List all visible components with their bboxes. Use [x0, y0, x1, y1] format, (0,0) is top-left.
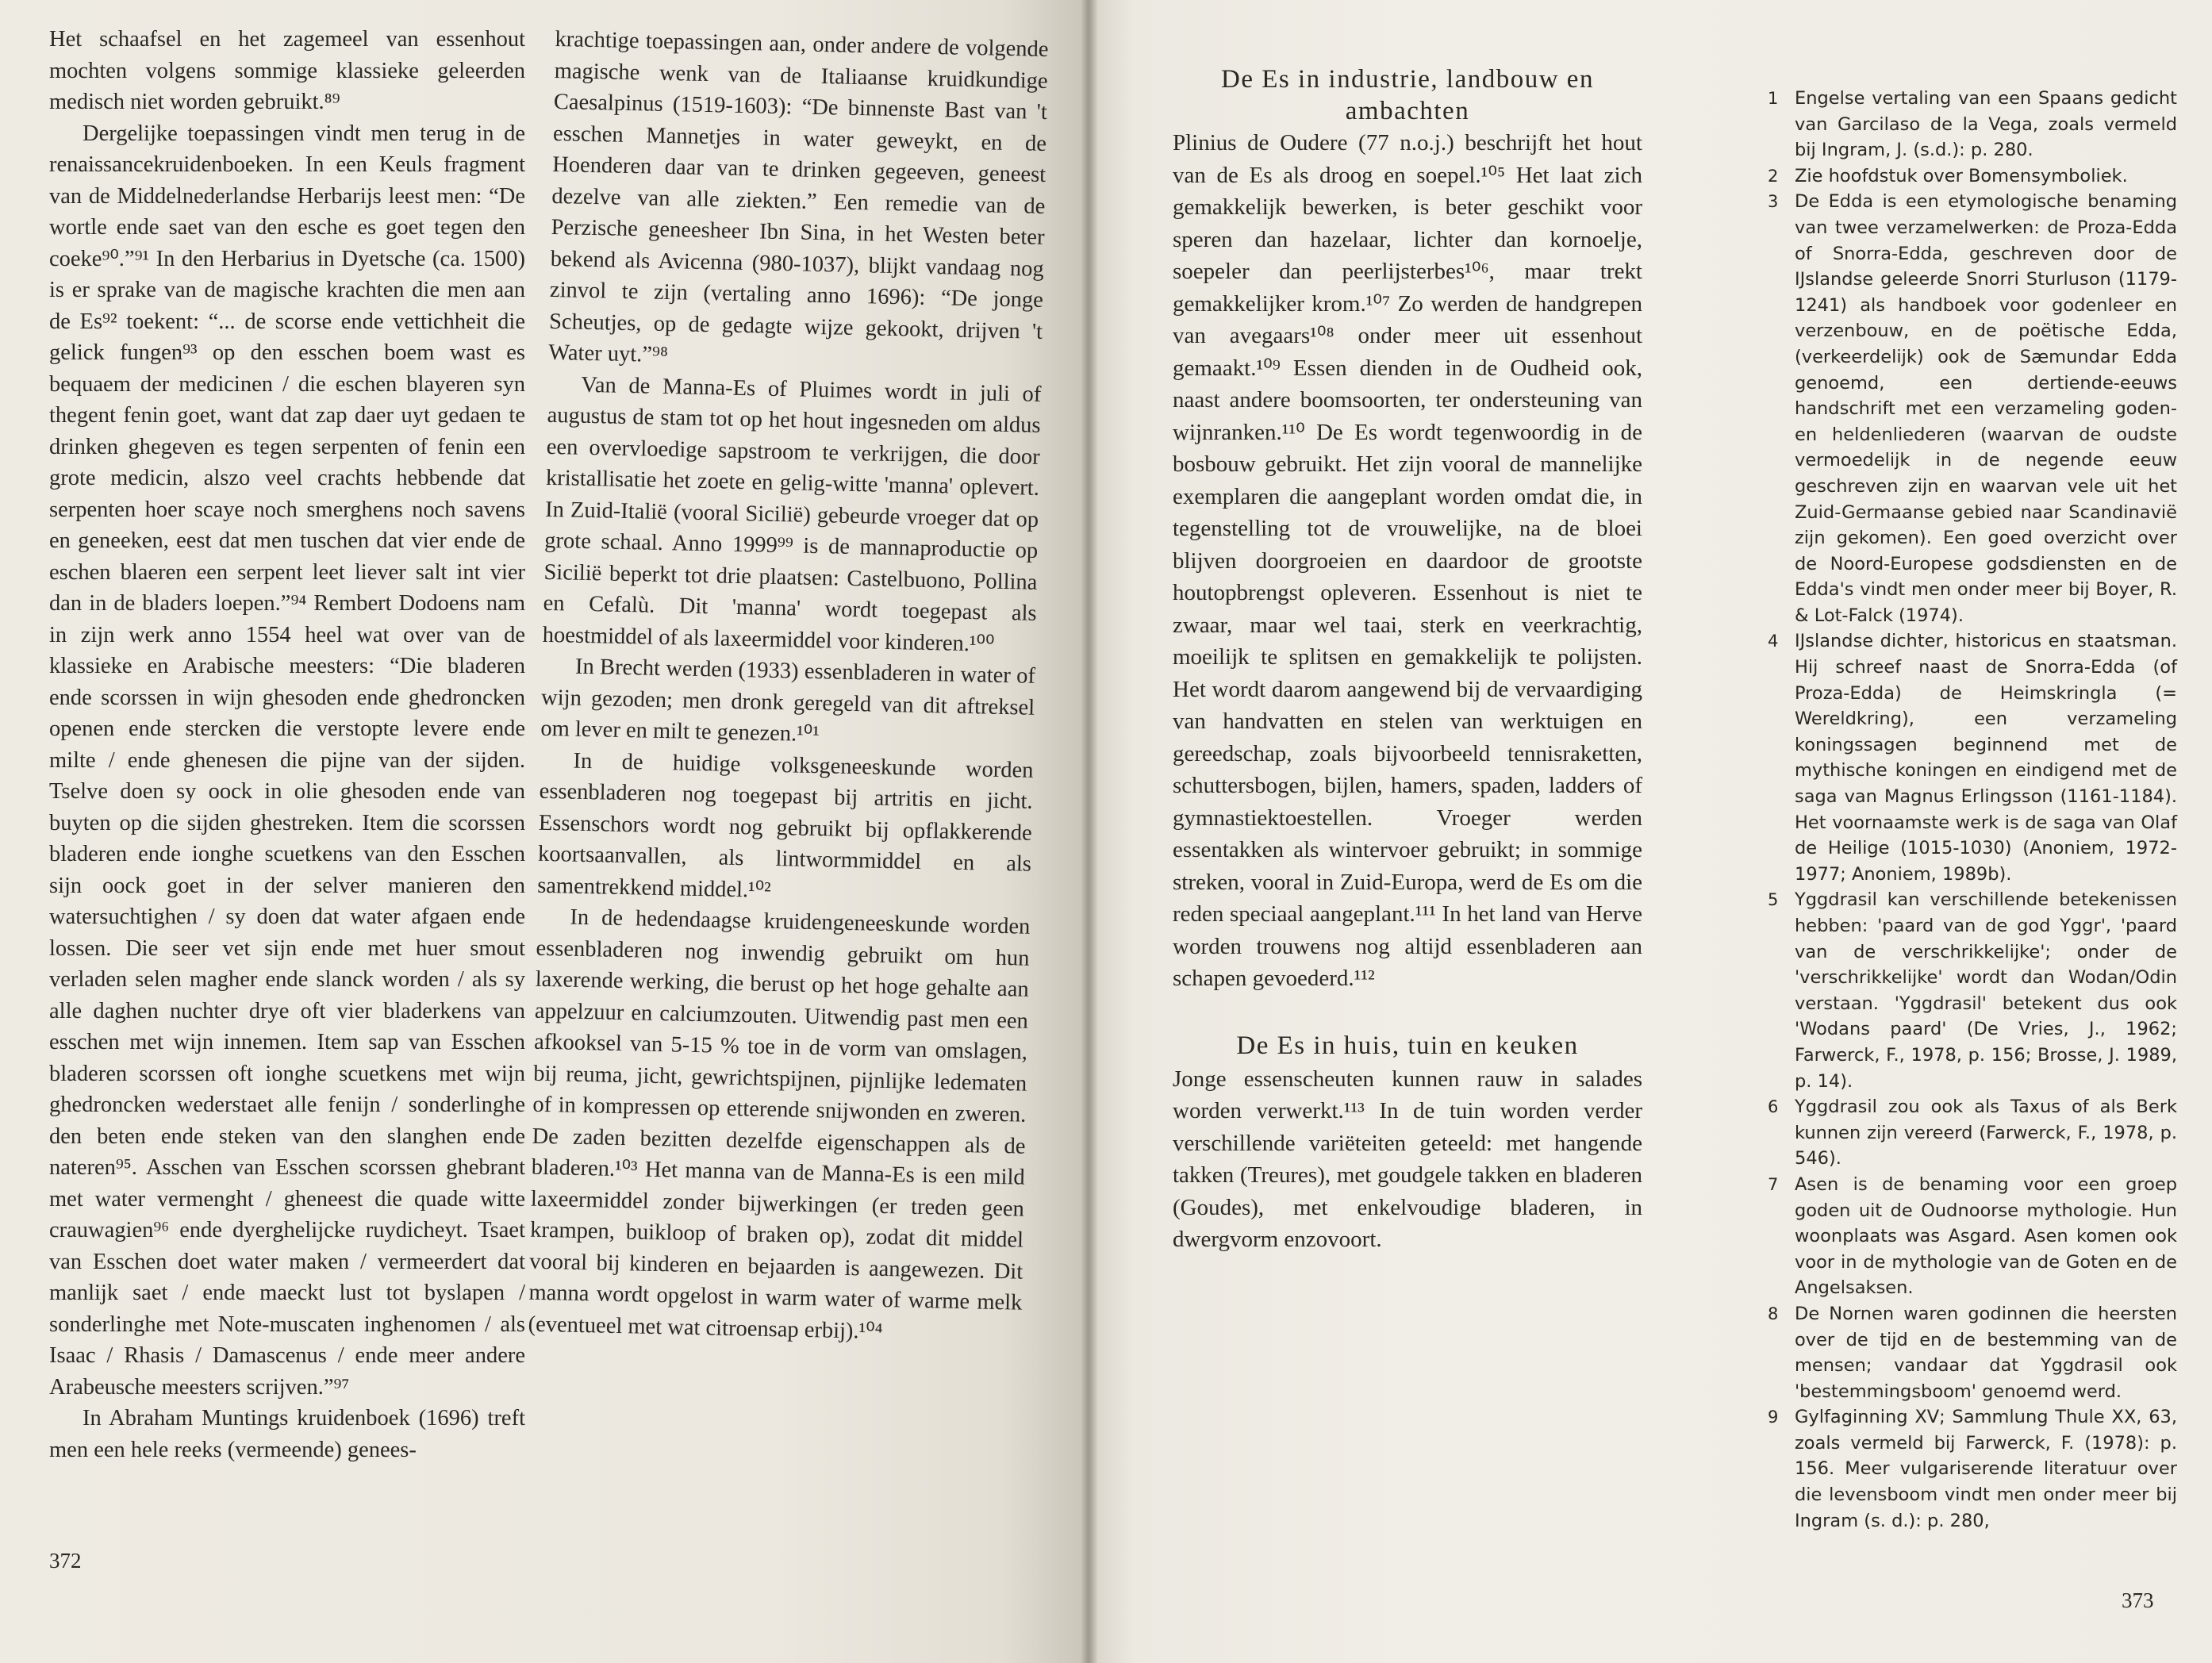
section-heading: De Es in industrie, landbouw en ambachten: [1221, 65, 1594, 125]
footnote-number: 7: [1768, 1174, 1779, 1194]
footnotes-column: [1757, 86, 2177, 1534]
footnote: [1757, 163, 2177, 190]
footnote-text: Yggdrasil kan verschillende betekenissen hebben: 'paard van de god Yggr', 'paard van de verschrikkelijke'; onder de 'verschrikkelijke' wordt dan Wodan/Odin verstaan. 'Yggdrasil' betekent dus ook 'Wodans paard' (De Vries, J., 1962; Farwerck, F., 1978, p. 156; Brosse, J. 1989, p. 14).: [1795, 889, 2177, 1092]
paragraph: Het schaafsel en het zagemeel van essenhout mochten volgens sommige klassieke geleerden medisch niet worden gebruikt.⁸⁹: [49, 27, 525, 114]
paragraph: Van de Manna-Es of Pluimes wordt in juli of augustus de stam tot op het hout ingesneden om aldus een overvloedige sapstroom te verkrijgen, die door kristallisatie het zoete en gelig-witte 'manna' oplevert. In Zuid-Italië (vooral Sicilië) gebeurde vroeger dat op grote schaal. Anno 1999⁹⁹ is de mannaproductie op Sicilië beperkt tot drie plaatsen: Castelbuono, Pollina en Cefalù. Dit 'manna' wordt toegepast als hoestmiddel of als laxeermiddel voor kinderen.¹⁰⁰: [542, 372, 1042, 657]
footnote: [1757, 1094, 2177, 1172]
paragraph: Jonge essenscheuten kunnen rauw in salades worden verwerkt.¹¹³ In de tuin worden verder verschillende variëteiten geteeld: met hangende takken (Treures), met goudgele takken en bladeren (Goudes), met enkelvoudige bladeren, in dwergvorm enzovoort.: [1173, 1066, 1642, 1252]
left-page: [0, 0, 1089, 1663]
footnote: [1757, 1301, 2177, 1404]
footnote-text: De Nornen waren godinnen die heersten over de tijd en de bestemming van de mensen; vandaar dat Yggdrasil ook 'bestemmingsboom' genoemd werd.: [1795, 1303, 2177, 1402]
footnote-text: Zie hoofdstuk over Bomensymboliek.: [1795, 165, 2128, 186]
footnote-number: 9: [1768, 1408, 1779, 1427]
footnote: [1757, 1172, 2177, 1301]
book-gutter: [1081, 0, 1098, 1663]
right-page: [1089, 0, 2212, 1663]
page-number: 373: [2122, 1588, 2154, 1612]
footnote: [1757, 628, 2177, 887]
footnote-text: De Edda is een etymologische benaming van twee verzamelwerken: de Proza-Edda of Snorra-Edda, geschreven door de IJslandse geleerde Snorri Sturluson (1179-1241) als handboek voor godenleer en verzenbouw, en de poëtische Edda, (verkeerdelijk) ook de Sæmundar Edda genoemd, een dertiende-eeuws handschrift met een verzameling goden- en heldenliederen (waarvan de oudste vermoedelijk in de negende eeuw geschreven zijn en waarvan vele uit het Zuid-Germaanse gebied naar Scandinavië zijn gekomen). Een goed overzicht over de Noord-Europese godsdiensten en de Edda's vindt men onder meer bij Boyer, R. & Lot-Falck (1974).: [1795, 191, 2177, 626]
left-page-column-2: [528, 24, 1049, 1350]
section-heading: De Es in huis, tuin en keuken: [1236, 1031, 1579, 1060]
footnote-text: IJslandse dichter, historicus en staatsman. Hij schreef naast de Snorra-Edda (of Proza-Edda) de Heimskringla (= Wereldkring), een verzameling koningssagen beginnend met de mythische koningen en eindigend met de saga van Magnus Erlingsson (1161-1184). Het voornaamste werk is de saga van Olaf de Heilige (1015-1030) (Anoniem, 1972-1977; Anoniem, 1989b).: [1795, 631, 2177, 885]
footnote-number: 4: [1768, 632, 1779, 651]
footnote: [1757, 887, 2177, 1094]
footnote-number: 5: [1768, 890, 1779, 910]
footnote-number: 3: [1768, 192, 1779, 212]
footnote-number: 6: [1768, 1097, 1779, 1117]
paragraph: In Abraham Muntings kruidenboek (1696) treft men een hele reeks (vermeende) genees-: [49, 1406, 525, 1462]
footnote-number: 8: [1768, 1304, 1779, 1323]
paragraph: krachtige toepassingen aan, onder andere de volgende magische wenk van de Italiaanse kruidkundige Caesalpinus (1519-1603): “De binnenste Bast van 't esschen Mannetjes in water geweykt, en de Hoenderen daar van te drinken gegeeven, geneest dezelve van alle ziekten.” Een remedie van de Perzische geneesheer Ibn Sina, in het Westen beter bekend als Avicenna (980-1037), blijkt vandaag nog zinvol te zijn (vertaling anno 1696): “De jonge Scheutjes, op de gedagte wijze gekookt, drijven 't Water uyt.”⁹⁸: [547, 26, 1049, 368]
footnote: [1757, 86, 2177, 163]
footnote-number: 1: [1768, 89, 1779, 108]
paragraph: Plinius de Oudere (77 n.o.j.) beschrijft het hout van de Es als droog en soepel.¹⁰⁵ Het laat zich gemakkelijk bewerken, is beter geschikt voor speren dan hazelaar, lichter dan kornoelje, soepeler dan peerlijsterbes¹⁰⁶, maar trekt gemakkelijker krom.¹⁰⁷ Zo werden de handgrepen van avegaars¹⁰⁸ onder meer uit essenhout gemaakt.¹⁰⁹ Essen dienden in de Oudheid ook, naast andere boomsoorten, ter ondersteuning van wijnranken.¹¹⁰ De Es wordt tegenwoordig in de bosbouw gebruikt. Het zijn vooral de mannelijke exemplaren die aangeplant worden omdat die, in tegenstelling tot de vrouwelijke, na de bloei blijven doorgroeien en daardoor de grootste houtopbrengst opleveren. Essenhout is niet te zwaar, maar wel taai, sterk en veerkrachtig, moeilijk te splitsen en gemakkelijk te polijsten. Het wordt daarom aangewend bij de vervaardiging van handvatten en stelen van werktuigen en gereedschap, zoals bijvoorbeeld tennisraketten, schuttersbogen, bijlen, hamers, spaden, ladders of gymnastiektoestellen. Vroeger werden essentakken als wintervoer gebruikt; in sommige streken, vooral in Zuid-Europa, werd de Es om die reden speciaal aangeplant.¹¹¹ In het land van Herve worden trouwens nog altijd essenbladeren aan schapen gevoederd.¹¹²: [1173, 130, 1642, 991]
paragraph: Dergelijke toepassingen vindt men terug in de renaissancekruidenboeken. In een Keuls fragment van de Middelnederlandse Herbarijs leest men: “De wortle ende saet van den esche es goet tegen den coeke⁹⁰.”⁹¹ In den Herbarius in Dyetsche (ca. 1500) is er sprake van de magische krachten die men aan de Es⁹² toekent: “... de scorse ende vettichheit die gelick fungen⁹³ op den esschen boem wast es bequaem der medicinen / die eschen blayeren syn thegent fenin goet, want dat zap daer uyt gedaen te drinken ghegeven es tegen serpenten of fenin een grote medicin, alszo veel crachts hebbende dat serpenten hoer scaye noch smerghens noch savens en geneeken, eest dat men tuschen dat vier ende de eschen blaeren een serpent leet liever salt int vier dan in de bladers loepen.”⁹⁴ Rembert Dodoens nam in zijn werk anno 1554 heel wat over van de klassieke en Arabische meesters: “Die bladeren ende scorssen in wijn ghesoden ende ghedroncken openen ende stercken die verstopte levere ende milte / ende ghenesen die pijne van der sijden. Tselve doen sy oock in olie ghesoden ende van buyten op die sijden ghestreken. Item die scorssen bladeren ende ionghe scuetkens van den Esschen sijn oock goet in der selver manieren den watersuchtighen / sy doen dat water afgaen ende lossen. Die seer vet sijn ende met huer smout verladen selen magher ende slanck worden / als sy alle daghen nuchter drye oft vier bladerkens van esschen met wijn innemen. Item sap van Esschen bladeren scorssen oft ionghe scuetkens met wijn ghedroncken wederstaet alle fenijn / sonderlinghe den beten ende steken van den slanghen ende nateren⁹⁵. Asschen van Esschen scorssen ghebrant met water vermenght / gheneest die quade witte crauwagien⁹⁶ ende dyerghelijcke ruydicheyt. Tsaet van Esschen doet water maken / vermeerdert dat manlijk saet / ende maeckt lust tot byslapen / sonderlinghe met Note-muscaten inghenomen / als Isaac / Rhasis / Damascenus / ende meer andere Arabeusche meesters scrijven.”⁹⁷: [49, 121, 525, 1400]
left-page-column-1: [49, 24, 525, 1465]
footnote: [1757, 1404, 2177, 1534]
right-page-column-1: [1173, 63, 1642, 1256]
footnote-text: Engelse vertaling van een Spaans gedicht van Garcilaso de la Vega, zoals vermeld bij Ingram, J. (s.d.): p. 280.: [1795, 88, 2177, 161]
footnote: [1757, 189, 2177, 628]
footnote-text: Yggdrasil zou ook als Taxus of als Berk kunnen zijn vereerd (Farwerck, F., 1978, p. 546).: [1795, 1097, 2177, 1169]
footnote-text: Asen is de benaming voor een groep goden uit de Oudnoorse mythologie. Hun woonplaats was Asgard. Asen komen ook voor in de mythologie van de Goten en de Angelsaksen.: [1795, 1173, 2177, 1299]
paragraph: In de hedendaagse kruidengeneeskunde worden essenbladeren nog inwendig gebruikt om hun laxerende werking, die berust op het hoge gehalte aan appelzuur en calciumzouten. Uitwendig past men een afkooksel van 5-15 % toe in de vorm van omslagen, bij reuma, jicht, gewrichtspijnen, pijnlijke ledematen of in kompressen op etterende snijwonden en zweren. De zaden bezitten dezelfde eigenschappen als de bladeren.¹⁰³ Het manna van de Manna-Es is een mild laxeermiddel zonder bijwerkingen (er treden geen krampen, buikloop of braken op), zodat dit middel vooral bij kinderen en bejaarden is aangewezen. Dit manna wordt opgelost in warm water of warme melk (eventueel met wat citroensap erbij).¹⁰⁴: [528, 904, 1031, 1344]
paragraph: In Brecht werden (1933) essenbladeren in water of wijn gezoden; men dronk geregeld van dit aftreksel om lever en milt te genezen.¹⁰¹: [540, 654, 1036, 747]
paragraph: In de huidige volksgeneeskunde worden essenbladeren nog toegepast bij artritis en jicht. Essenschors wordt nog gebruikt bij opflakkerende koortsaanvallen, als lintwormmiddel en als samentrekkend middel.¹⁰²: [536, 748, 1034, 903]
page-number: 372: [49, 1549, 82, 1573]
footnote-number: 2: [1768, 166, 1779, 186]
footnote-text: Gylfaginning XV; Sammlung Thule XX, 63, zoals vermeld bij Farwerck, F. (1978): p. 156. Meer vulgariserende literatuur over die levensboom vindt men onder meer bij Ingram (s. d.): p. 280,: [1795, 1407, 2177, 1531]
